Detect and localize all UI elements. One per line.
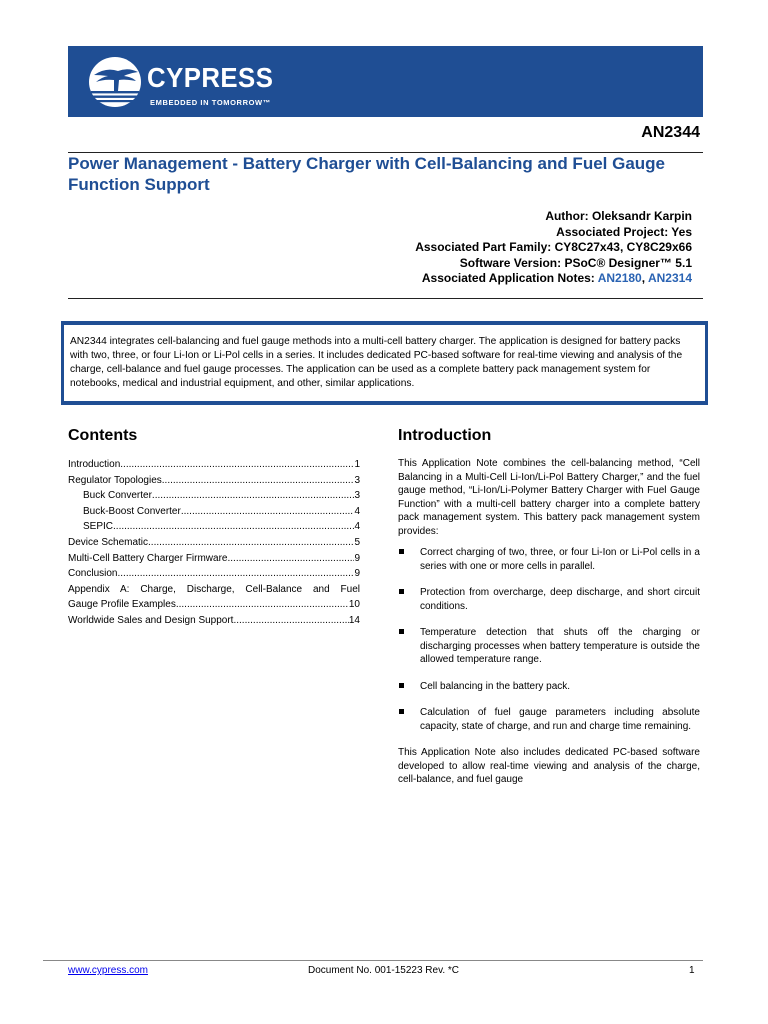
- intro-paragraph-2: This Application Note also includes dedicated PC-based software developed to allow real-time viewing and analysis of the charge, cell-balance, and fuel gauge: [398, 747, 700, 785]
- introduction-section: [398, 457, 700, 787]
- toc-item-regulator-topologies[interactable]: Regulator Topologies ..... 3: [68, 473, 360, 489]
- list-item: Protection from overcharge, deep discharge, and short circuit conditions.: [398, 586, 700, 613]
- footer-website-link[interactable]: www.cypress.com: [68, 965, 149, 976]
- app-note-separator: ,: [641, 271, 648, 285]
- list-item: Calculation of fuel gauge parameters including absolute capacity, state of charge, and run and charge time remaining.: [398, 706, 700, 733]
- part-family-line: Associated Part Family: CY8C27x43, CY8C29x66: [415, 240, 692, 254]
- toc-item-conclusion[interactable]: Conclusion ..... 9: [68, 566, 360, 582]
- bullet-square-icon: [399, 629, 404, 634]
- abstract-text: AN2344 integrates cell-balancing and fuel gauge methods into a multi-cell battery charger. The application is designed for battery packs with two, three, or four Li-Ion or Li-Pol cells in a series. It includes dedicated PC-based software for real-time viewing and analysis of the charge, cell-balance and fuel gauge processes. The application can be used as a complete battery pack management system for notebooks, medical and industrial equipment, and other, similar applications.: [70, 336, 683, 389]
- app-notes-label: Associated Application Notes:: [421, 271, 598, 285]
- document-id: AN2344: [641, 124, 700, 141]
- introduction-heading: Introduction: [398, 427, 492, 444]
- toc-item-sepic[interactable]: SEPIC ..... 4: [68, 519, 360, 535]
- toc-item-buck-boost-converter[interactable]: Buck-Boost Converter ..... 4: [68, 504, 360, 520]
- project-line: Associated Project: Yes: [556, 224, 692, 239]
- feature-list: [398, 546, 700, 733]
- intro-paragraph-1: This Application Note combines the cell-balancing method, “Cell Balancing in a Multi-Cell Li-Ion/Li-Pol Battery Charger,” and the fuel gauge method, “Li-Ion/Li-Polymer Battery Charger with Fuel Gauge Function” with a multi-cell battery charger into a complete battery pack management system. This battery pack management system provides:: [398, 458, 700, 537]
- app-note-link-an2180[interactable]: AN2180: [597, 271, 642, 285]
- meta-divider: [68, 298, 703, 299]
- footer-divider: [43, 960, 703, 961]
- abstract-box: [61, 321, 708, 405]
- app-notes-line: [415, 271, 692, 287]
- list-item: Cell balancing in the battery pack.: [398, 680, 700, 694]
- toc-item-buck-converter[interactable]: Buck Converter ..... 3: [68, 488, 360, 504]
- bullet-square-icon: [399, 549, 404, 554]
- contents-heading: Contents: [68, 427, 138, 444]
- toc-item-firmware[interactable]: Multi-Cell Battery Charger Firmware ..... 9: [68, 551, 360, 567]
- author-line: Author: Oleksandr Karpin: [545, 209, 692, 223]
- toc-item-worldwide-sales[interactable]: Worldwide Sales and Design Support ..... 14: [68, 613, 360, 629]
- table-of-contents: [68, 457, 360, 629]
- logo-tagline: EMBEDDED IN TOMORROW™: [150, 98, 271, 107]
- software-line: Software Version: PSoC® Designer™ 5.1: [459, 255, 692, 270]
- footer-document-number: Document No. 001-15223 Rev. *C: [308, 965, 460, 976]
- bullet-square-icon: [399, 709, 404, 714]
- toc-item-introduction[interactable]: Introduction ..... 1: [68, 457, 360, 473]
- bullet-square-icon: [399, 589, 404, 594]
- page-title: Power Management - Battery Charger with Cell-Balancing and Fuel Gauge Function Support: [68, 154, 666, 194]
- list-item: Correct charging of two, three, or four Li-Ion or Li-Pol cells in a series with one or more cells in parallel.: [398, 546, 700, 573]
- bullet-square-icon: [399, 683, 404, 688]
- document-meta: [415, 209, 692, 287]
- toc-item-appendix-a[interactable]: Appendix A: Charge, Discharge, Cell-Balance and Fuel Gauge Profile Examples ..... 10: [68, 582, 360, 613]
- toc-item-device-schematic[interactable]: Device Schematic ..... 5: [68, 535, 360, 551]
- cypress-tree-logo-icon: [88, 55, 144, 109]
- list-item: Temperature detection that shuts off the charging or discharging processes when battery temperature is outside the allowed temperature range.: [398, 626, 700, 667]
- header-banner: [68, 46, 703, 117]
- logo-wordmark: CYPRESS: [147, 62, 274, 93]
- app-note-link-an2314[interactable]: AN2314: [647, 271, 692, 285]
- footer-page-number: 1: [689, 965, 695, 976]
